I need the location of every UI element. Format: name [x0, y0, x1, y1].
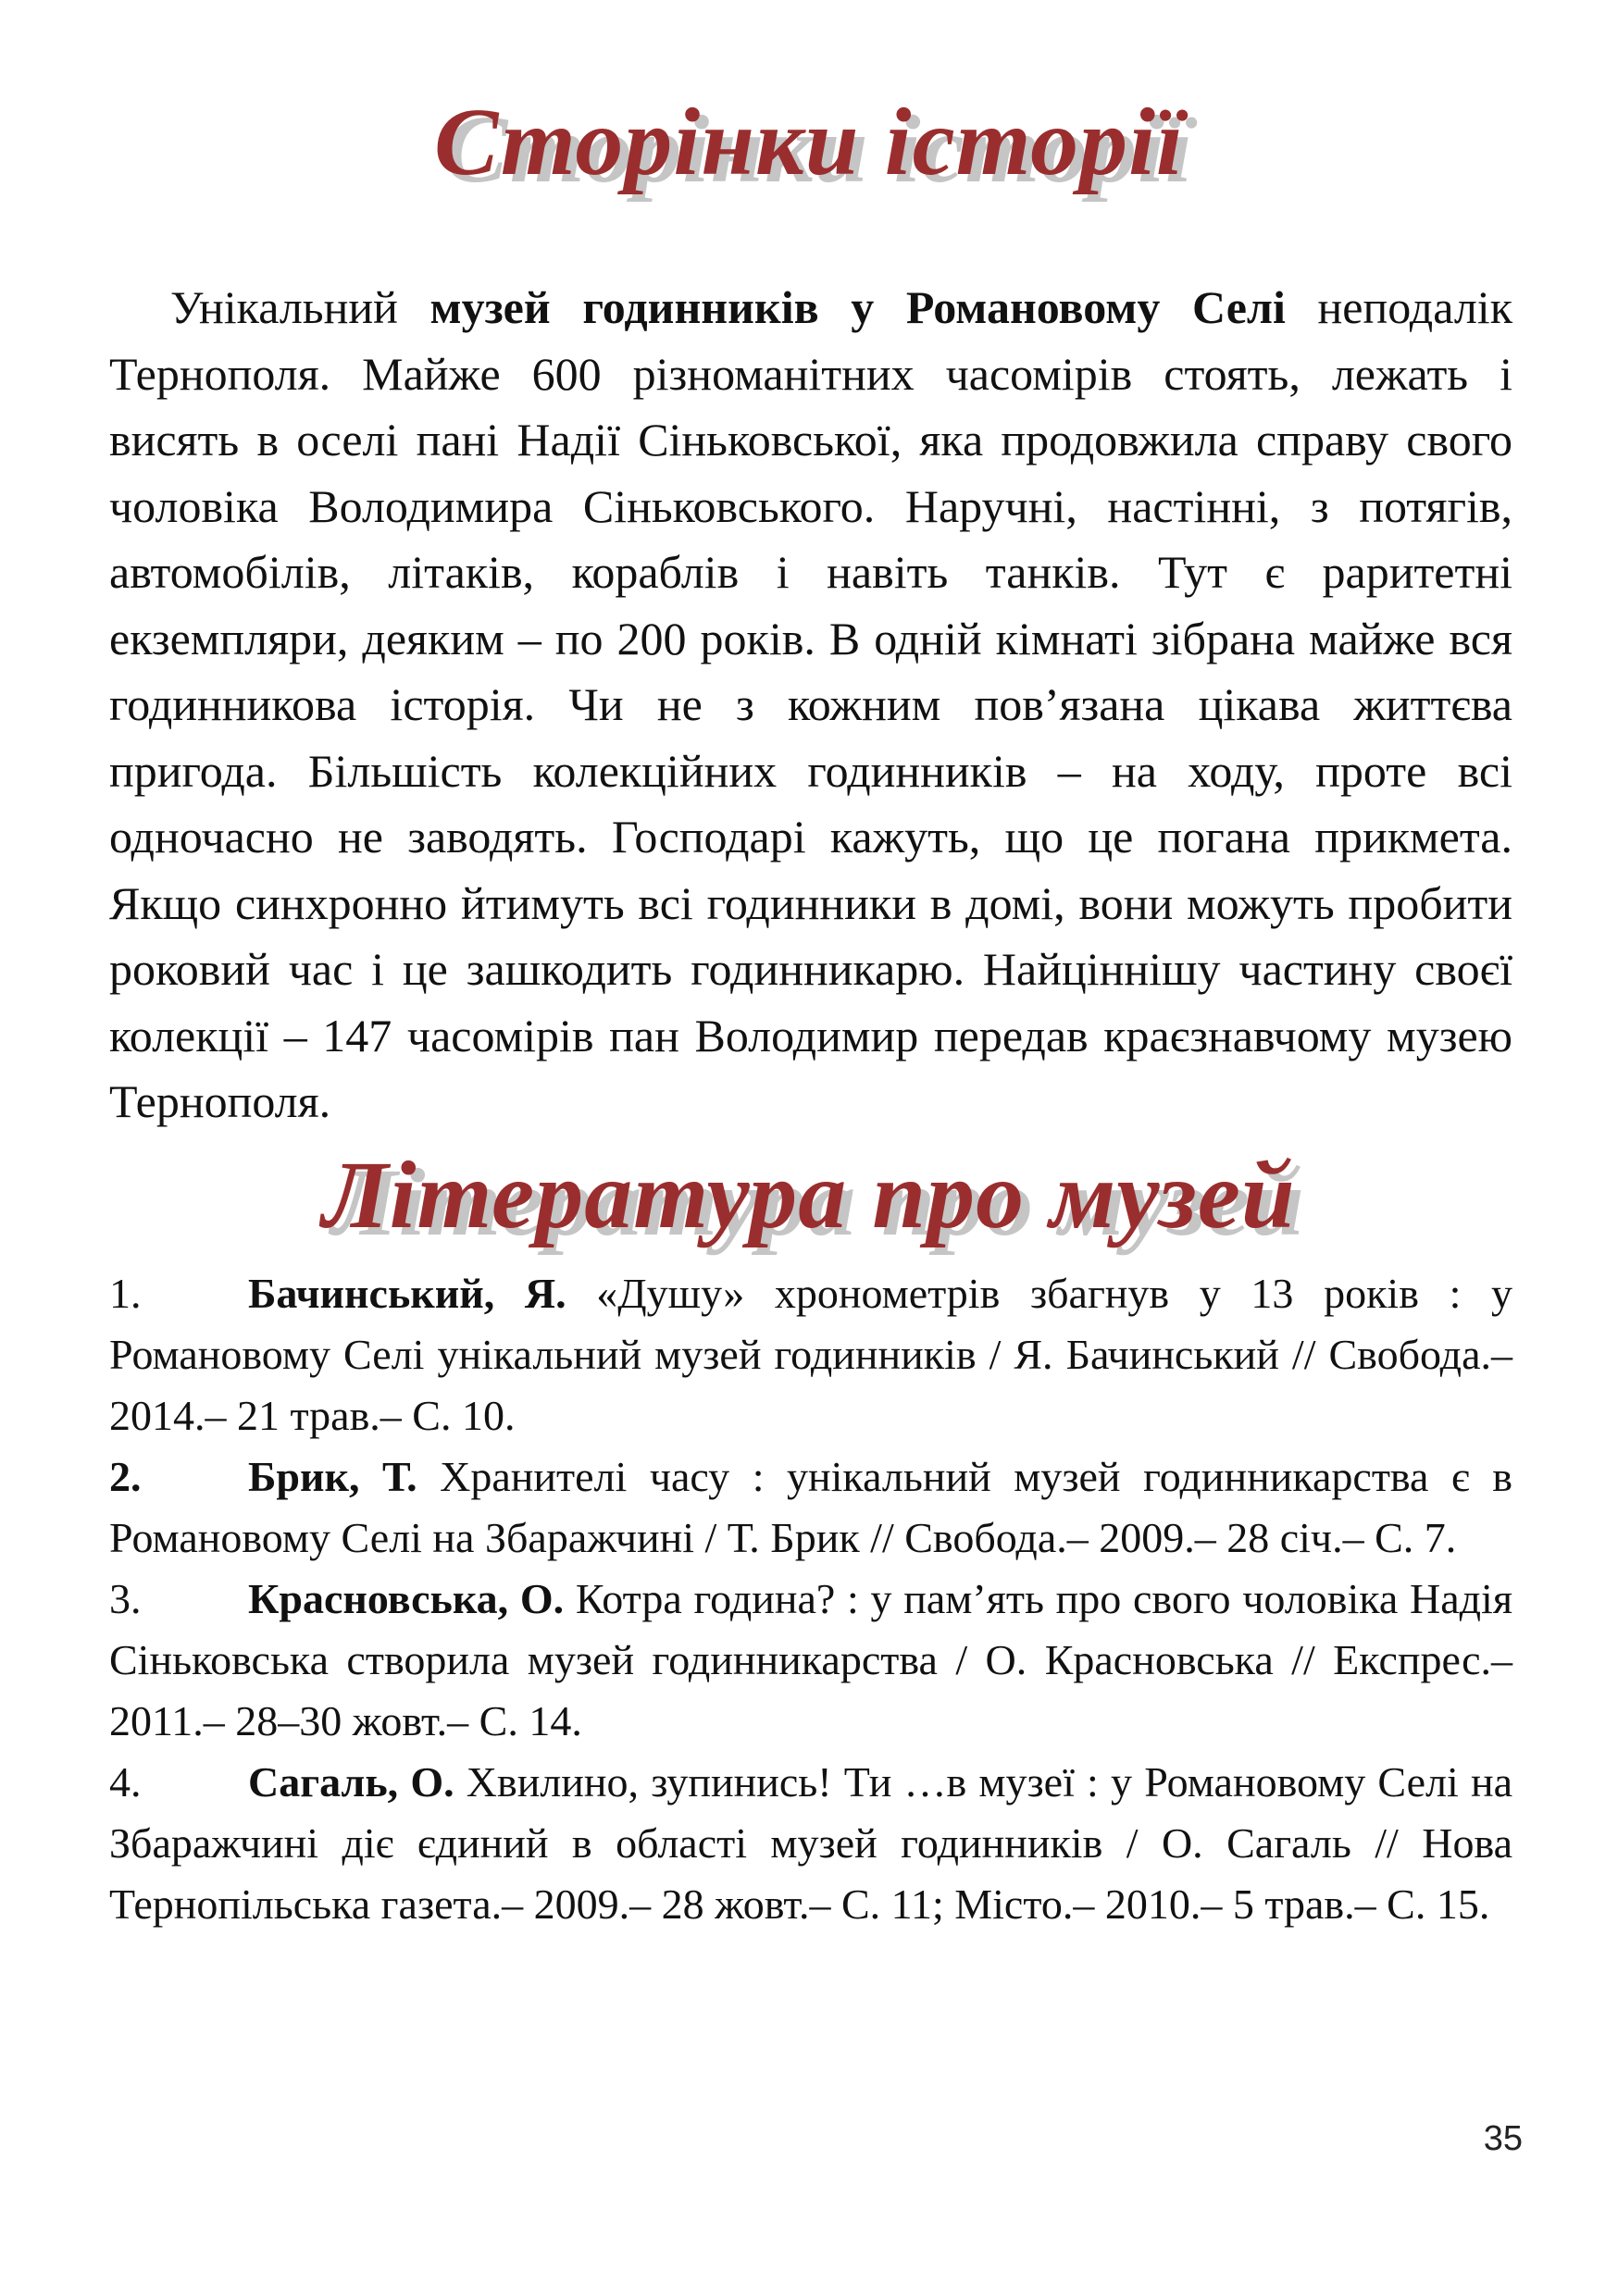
bibliography-author: Сагаль, О.: [248, 1758, 454, 1806]
bibliography-number: 1.: [109, 1270, 142, 1317]
heading-history-wrap: [0, 89, 1618, 195]
intro-bold-phrase: музей годинників у Романовому Селі: [429, 281, 1286, 333]
bibliography-number: 4.: [109, 1758, 142, 1806]
intro-rest: неподалік Тернополя. Майже 600 різноманітних часомірів стоять, лежать і висять в оселі пані Надії Сіньковської, яка продовжила справу свого чоловіка Володимира Сіньковського. Наручні, настінні, з потягів, автомобілів, літаків, кораблів і навіть танків. Тут є раритетні екземпляри, деяким – по 200 років. В одній кімнаті зібрана майже вся годинникова історія. Чи не з кожним пов’язана цікава життєва пригода. Більшість колекційних годинників – на ходу, проте всі одночасно не заводять. Господарі кажуть, що це погана прикмета. Якщо синхронно йтимуть всі годинники в домі, вони можуть пробити роковий час і це зашкодить годинникарю. Найціннішу частину своєї колекції – 147 часомірів пан Володимир передав краєзнавчому музею Тернополя.: [109, 281, 1512, 1127]
bibliography-author: Бачинський, Я.: [248, 1270, 566, 1317]
page-number: 35: [1483, 2119, 1523, 2158]
bibliography-item: [109, 1446, 1512, 1569]
bibliography-item: [109, 1569, 1512, 1752]
intro-prefix: Унікальний: [170, 281, 430, 333]
bibliography-text: «Душу» хронометрів збагнув у 13 років : у Романовому Селі унікальний музей годинників / Я. Бачинський // Свобода.– 2014.– 21 трав.– С. 10.: [109, 1270, 1512, 1439]
heading-literature-wrap: [0, 1142, 1618, 1248]
bibliography-text: Хранителі часу : унікальний музей годинникарства є в Романовому Селі на Збаражчині / Т. Брик // Свобода.– 2009.– 28 січ.– С. 7.: [109, 1453, 1512, 1561]
bibliography-author: Красновська, О.: [248, 1575, 565, 1622]
bibliography-number: 3.: [109, 1575, 142, 1622]
bibliography-author: Брик, Т.: [248, 1453, 417, 1500]
bibliography-item: [109, 1752, 1512, 1935]
intro-paragraph: [109, 275, 1512, 1136]
heading-literature: Література про музей: [322, 1142, 1296, 1248]
bibliography-text: Котра година? : у пам’ять про свого чоловіка Надія Сіньковська створила музей годинникарства / О. Красновська // Експрес.– 2011.– 28–30 жовт.– С. 14.: [109, 1575, 1512, 1744]
bibliography-item: [109, 1263, 1512, 1446]
heading-history: Сторінки історії: [434, 89, 1184, 195]
bibliography-text: Хвилино, зупинись! Ти …в музеї : у Романовому Селі на Збаражчині діє єдиний в області музей годинників / О. Сагаль // Нова Тернопільська газета.– 2009.– 28 жовт.– С. 11; Місто.– 2010.– 5 трав.– С. 15.: [109, 1758, 1512, 1928]
bibliography-list: [109, 1263, 1512, 1935]
bibliography-number: 2.: [109, 1453, 142, 1500]
